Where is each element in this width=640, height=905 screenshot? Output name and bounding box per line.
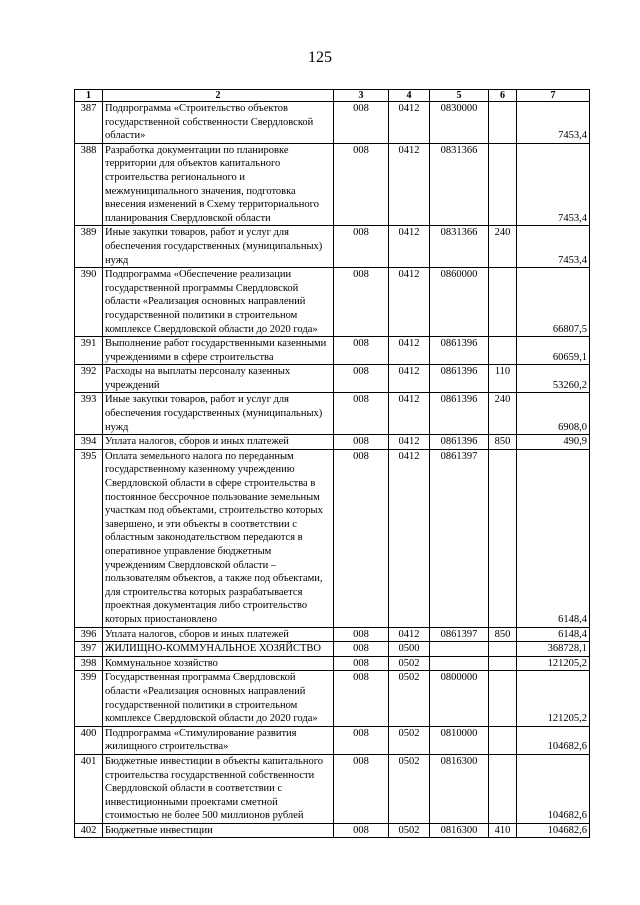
row-code-3: 008: [334, 102, 389, 144]
row-code-4: 0412: [389, 268, 430, 337]
row-code-4: 0412: [389, 627, 430, 642]
table-row: [75, 143, 590, 226]
row-code-4: 0502: [389, 671, 430, 726]
row-number: 401: [75, 754, 103, 823]
row-amount: 121205,2: [517, 656, 590, 671]
row-amount: 490,9: [517, 435, 590, 450]
table-row: [75, 435, 590, 450]
col-header: 3: [334, 90, 389, 102]
row-code-4: 0412: [389, 226, 430, 268]
table-body: [75, 102, 590, 838]
row-code-3: 008: [334, 337, 389, 365]
row-code-6: 240: [489, 393, 517, 435]
row-code-3: 008: [334, 656, 389, 671]
table-row: [75, 671, 590, 726]
row-description: Бюджетные инвестиции: [103, 823, 334, 838]
col-header: 4: [389, 90, 430, 102]
row-code-5: 0800000: [430, 671, 489, 726]
row-code-5: 0861397: [430, 627, 489, 642]
row-description: Подпрограмма «Обеспечение реализации государственной программы Свердловской области «Реализация основных направлений государственной политики в строительном комплексе Свердловской области до 2020 года»: [103, 268, 334, 337]
row-code-3: 008: [334, 726, 389, 754]
table-row: [75, 627, 590, 642]
row-code-3: 008: [334, 226, 389, 268]
row-code-3: 008: [334, 449, 389, 627]
row-code-5: 0860000: [430, 268, 489, 337]
col-header: 5: [430, 90, 489, 102]
row-amount: 66807,5: [517, 268, 590, 337]
row-code-3: 008: [334, 393, 389, 435]
row-code-6: [489, 656, 517, 671]
row-code-3: 008: [334, 642, 389, 657]
row-amount: 6148,4: [517, 627, 590, 642]
row-code-3: 008: [334, 143, 389, 226]
row-description: Разработка документации по планировке территории для объектов капитального строительства регионального и межмуниципального значения, подготовка внесения изменений в Схему территориального планирования Свердловской области: [103, 143, 334, 226]
row-code-4: 0412: [389, 102, 430, 144]
row-code-4: 0502: [389, 823, 430, 838]
row-code-5: 0830000: [430, 102, 489, 144]
row-code-5: 0861397: [430, 449, 489, 627]
row-description: Коммунальное хозяйство: [103, 656, 334, 671]
row-code-5: 0810000: [430, 726, 489, 754]
row-number: 394: [75, 435, 103, 450]
table-row: [75, 337, 590, 365]
row-code-5: 0861396: [430, 393, 489, 435]
row-amount: 121205,2: [517, 671, 590, 726]
row-code-6: [489, 671, 517, 726]
row-amount: 6908,0: [517, 393, 590, 435]
col-header: 7: [517, 90, 590, 102]
budget-table: [74, 89, 590, 838]
table-row: [75, 365, 590, 393]
row-amount: 104682,6: [517, 726, 590, 754]
row-code-6: [489, 143, 517, 226]
row-number: 395: [75, 449, 103, 627]
row-number: 390: [75, 268, 103, 337]
row-description: Уплата налогов, сборов и иных платежей: [103, 435, 334, 450]
row-code-4: 0412: [389, 393, 430, 435]
row-number: 398: [75, 656, 103, 671]
row-number: 396: [75, 627, 103, 642]
page-number: 125: [308, 49, 332, 66]
col-header: 1: [75, 90, 103, 102]
table-row: [75, 226, 590, 268]
row-code-4: 0502: [389, 656, 430, 671]
row-code-6: [489, 754, 517, 823]
table-row: [75, 102, 590, 144]
row-amount: 60659,1: [517, 337, 590, 365]
row-number: 388: [75, 143, 103, 226]
row-code-6: 410: [489, 823, 517, 838]
row-code-3: 008: [334, 268, 389, 337]
row-code-6: 240: [489, 226, 517, 268]
row-code-5: 0861396: [430, 435, 489, 450]
row-amount: 7453,4: [517, 102, 590, 144]
table-row: [75, 656, 590, 671]
row-code-3: 008: [334, 365, 389, 393]
row-amount: 104682,6: [517, 823, 590, 838]
row-description: Иные закупки товаров, работ и услуг для обеспечения государственных (муниципальных) нужд: [103, 393, 334, 435]
table-row: [75, 393, 590, 435]
col-header: 2: [103, 90, 334, 102]
row-amount: 6148,4: [517, 449, 590, 627]
row-code-5: 0816300: [430, 823, 489, 838]
row-number: 397: [75, 642, 103, 657]
row-code-4: 0412: [389, 143, 430, 226]
row-code-4: 0412: [389, 337, 430, 365]
col-header: 6: [489, 90, 517, 102]
row-code-6: 850: [489, 627, 517, 642]
row-number: 387: [75, 102, 103, 144]
row-number: 402: [75, 823, 103, 838]
row-code-3: 008: [334, 671, 389, 726]
row-amount: 7453,4: [517, 143, 590, 226]
row-code-4: 0500: [389, 642, 430, 657]
row-amount: 7453,4: [517, 226, 590, 268]
row-code-3: 008: [334, 823, 389, 838]
row-number: 393: [75, 393, 103, 435]
row-code-3: 008: [334, 627, 389, 642]
table-row: [75, 642, 590, 657]
row-code-5: 0816300: [430, 754, 489, 823]
row-description: Государственная программа Свердловской области «Реализация основных направлений государственной политики в строительном комплексе Свердловской области до 2020 года»: [103, 671, 334, 726]
row-code-5: 0861396: [430, 337, 489, 365]
row-description: Подпрограмма «Стимулирование развития жилищного строительства»: [103, 726, 334, 754]
row-number: 399: [75, 671, 103, 726]
row-description: Иные закупки товаров, работ и услуг для обеспечения государственных (муниципальных) нужд: [103, 226, 334, 268]
row-number: 391: [75, 337, 103, 365]
table-row: [75, 754, 590, 823]
row-code-5: [430, 656, 489, 671]
header-row: [75, 90, 590, 102]
row-code-6: 110: [489, 365, 517, 393]
row-code-4: 0502: [389, 754, 430, 823]
row-amount: 368728,1: [517, 642, 590, 657]
row-code-6: [489, 642, 517, 657]
row-number: 389: [75, 226, 103, 268]
row-number: 392: [75, 365, 103, 393]
row-code-5: [430, 642, 489, 657]
row-description: Оплата земельного налога по переданным государственному казенному учреждению Свердловской области в сфере строительства в постоянное бессрочное пользование земельным участкам под объектами, строительство которых завершено, и эти объекты в соответствии с областным законодательством передаются в оперативное управление бюджетным учреждениям Свердловской области – пользователям объектов, а также под объектами, для строительства которых разрабатывается проектная документация либо строительство которых приостановлено: [103, 449, 334, 627]
row-description: Уплата налогов, сборов и иных платежей: [103, 627, 334, 642]
row-code-6: [489, 449, 517, 627]
row-description: Расходы на выплаты персоналу казенных учреждений: [103, 365, 334, 393]
row-code-6: [489, 337, 517, 365]
row-code-5: 0831366: [430, 143, 489, 226]
row-description: Выполнение работ государственными казенными учреждениями в сфере строительства: [103, 337, 334, 365]
row-code-6: 850: [489, 435, 517, 450]
row-code-4: 0412: [389, 365, 430, 393]
row-code-4: 0502: [389, 726, 430, 754]
table-row: [75, 726, 590, 754]
table-row: [75, 268, 590, 337]
row-code-5: 0831366: [430, 226, 489, 268]
row-code-6: [489, 102, 517, 144]
row-code-5: 0861396: [430, 365, 489, 393]
row-code-6: [489, 726, 517, 754]
row-description: Подпрограмма «Строительство объектов государственной собственности Свердловской области»: [103, 102, 334, 144]
row-description: ЖИЛИЩНО-КОММУНАЛЬНОЕ ХОЗЯЙСТВО: [103, 642, 334, 657]
row-description: Бюджетные инвестиции в объекты капитального строительства государственной собственности Свердловской области в соответствии с инвестиционными проектами сметной стоимостью не более 500 миллионов рублей: [103, 754, 334, 823]
row-code-3: 008: [334, 754, 389, 823]
row-amount: 53260,2: [517, 365, 590, 393]
table-row: [75, 449, 590, 627]
table-row: [75, 823, 590, 838]
row-code-4: 0412: [389, 449, 430, 627]
row-code-6: [489, 268, 517, 337]
row-code-4: 0412: [389, 435, 430, 450]
row-number: 400: [75, 726, 103, 754]
row-code-3: 008: [334, 435, 389, 450]
row-amount: 104682,6: [517, 754, 590, 823]
